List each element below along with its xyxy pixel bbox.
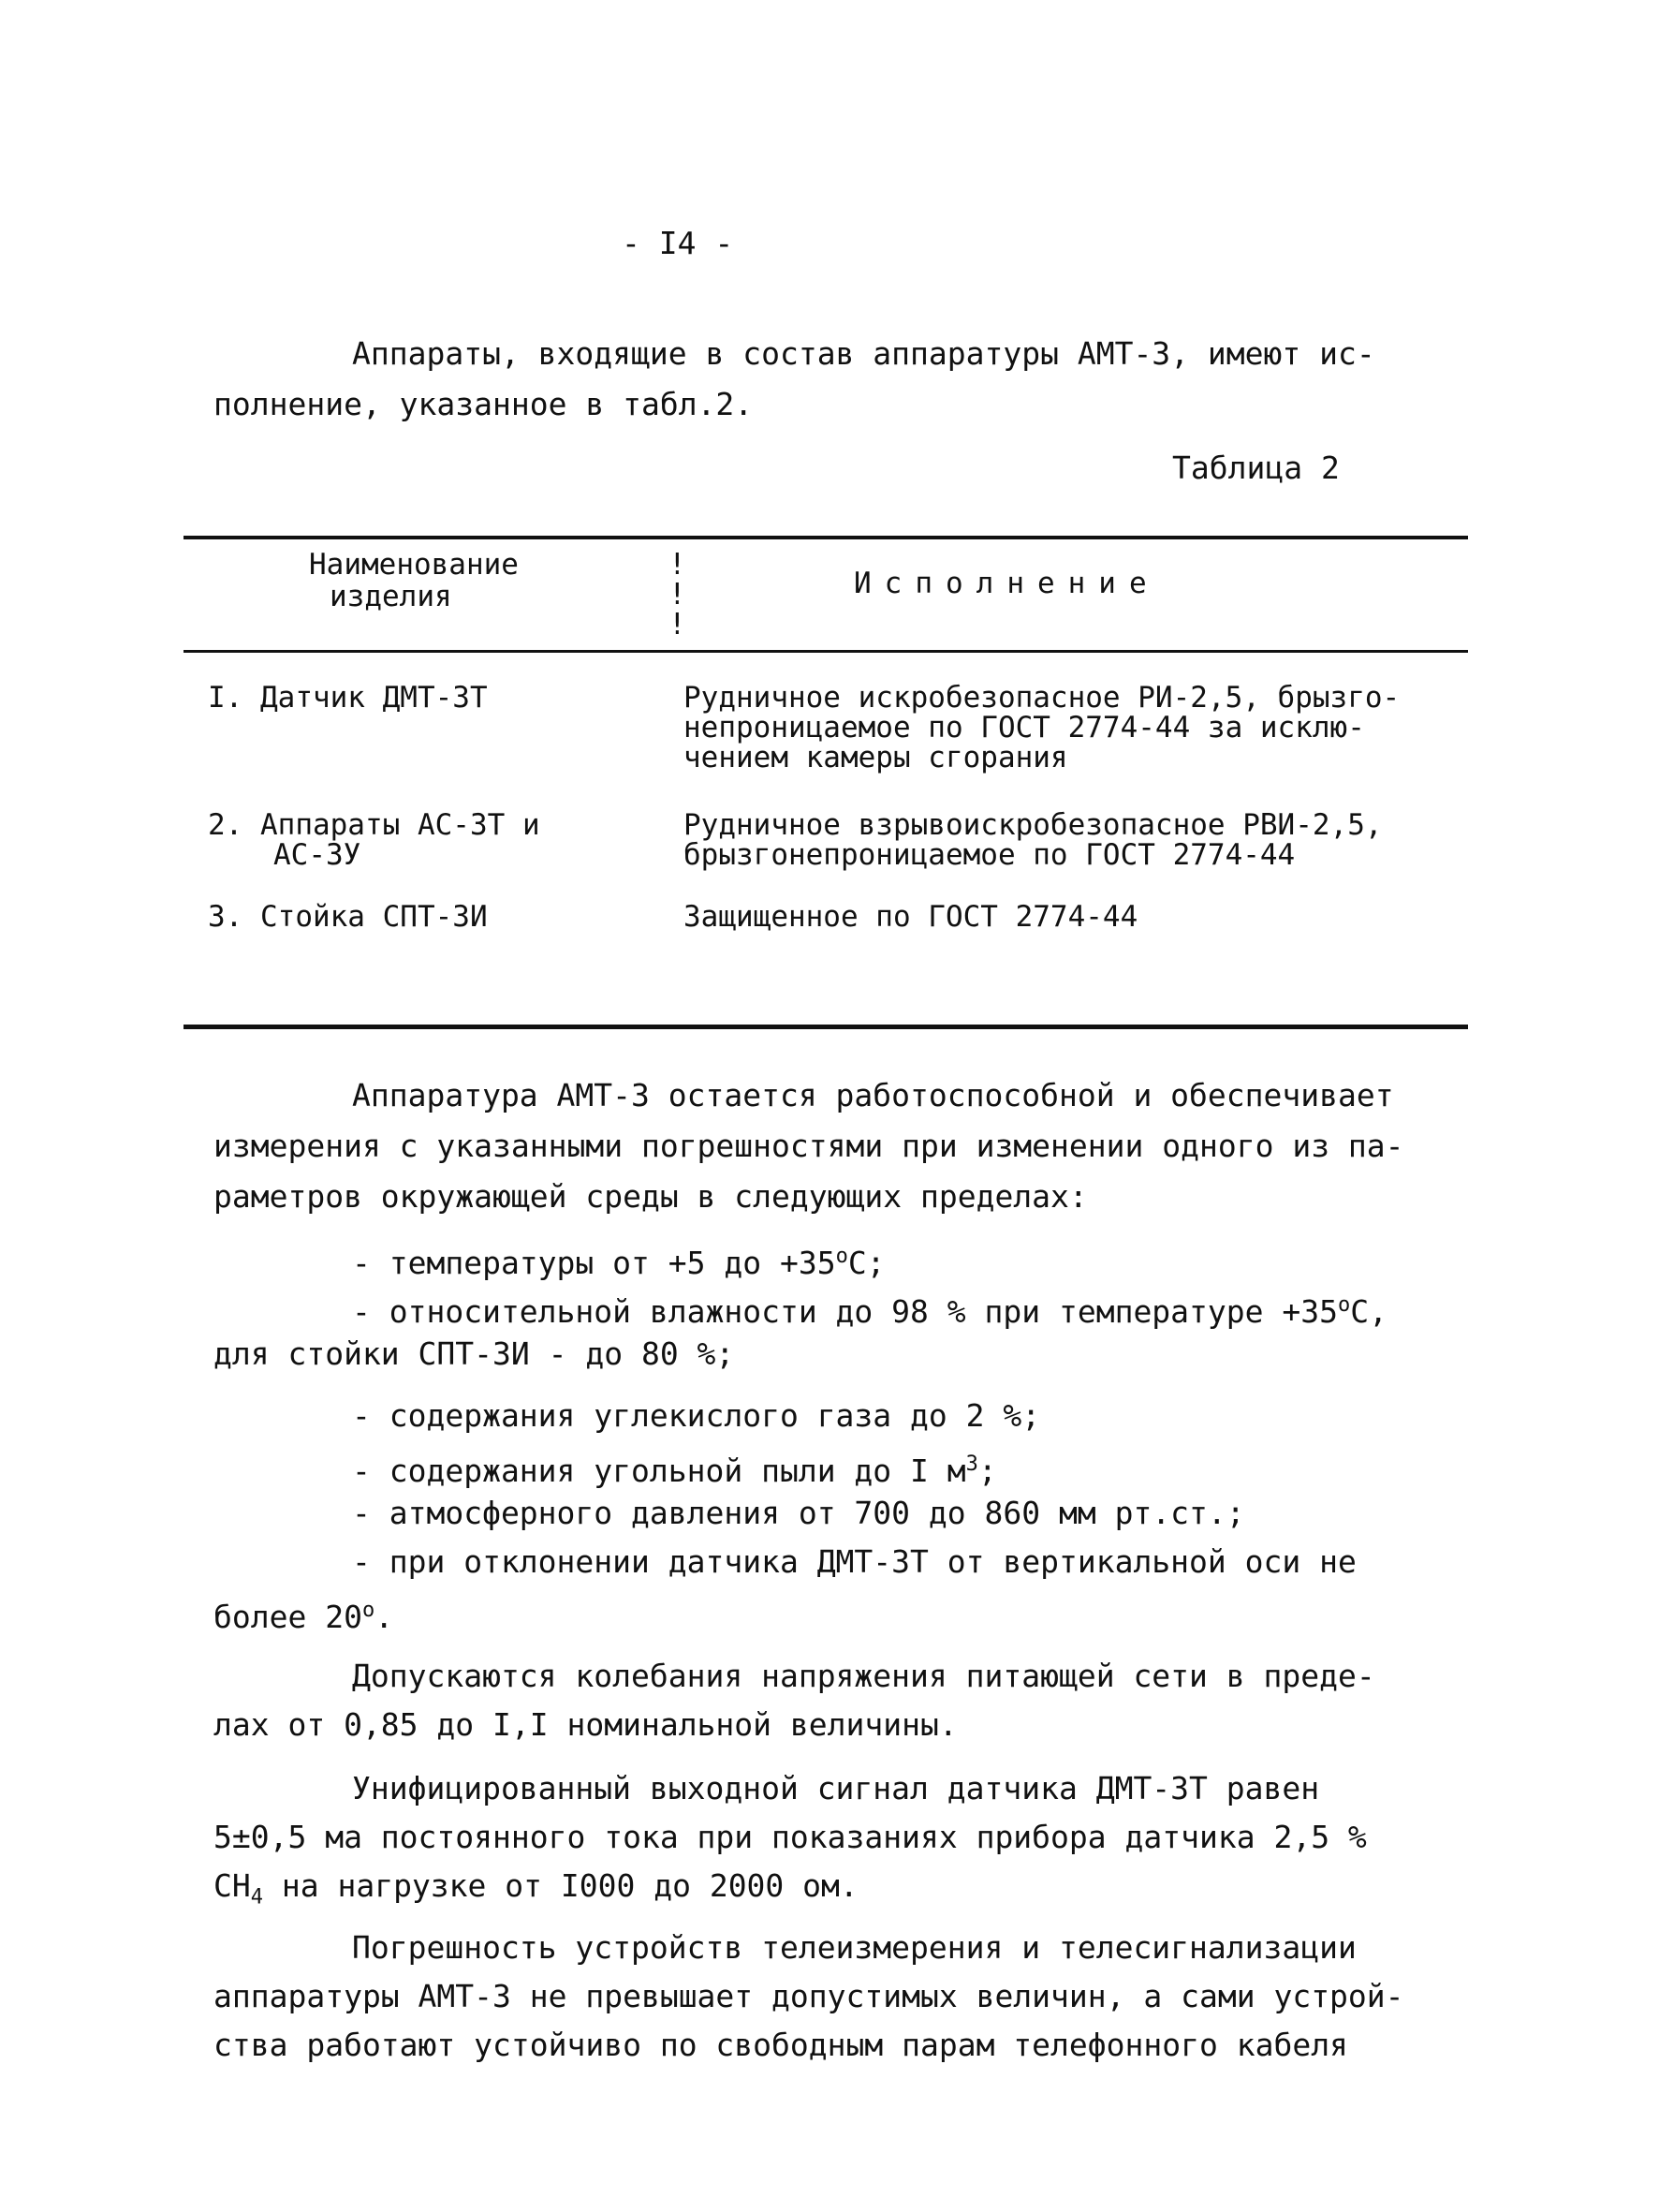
list-item-humidity: - относительной влажности до 98 % при температуре $+35^оС$,	[352, 1293, 1387, 1330]
list-item-temperature: - температуры от +5 до $+35^оС$;	[352, 1245, 886, 1281]
list-item-dust: - содержания угольной пыли до I $м^3$;	[352, 1453, 997, 1489]
list-item-humidity-cont: для стойки СПТ-3И - до 80 %;	[213, 1335, 735, 1372]
table-header-col2: Исполнение	[854, 567, 1160, 600]
table-header-separator: !	[668, 548, 686, 582]
table-header-separator: !	[668, 578, 686, 612]
intro-line-2: полнение, указанное в табл.2.	[213, 386, 754, 422]
list-item-tilt-cont: более $20^о$.	[213, 1599, 394, 1635]
table-row-1-item: I. Датчик ДМТ-3Т	[208, 681, 488, 715]
para4-line-1: Погрешность устройств телеизмерения и телесигнализации	[352, 1929, 1357, 1966]
para3-line-2: 5±0,5 ма постоянного тока при показаниях прибора датчика 2,5 %	[213, 1819, 1367, 1855]
table-row-2-execution-1: Рудничное взрывоискробезопасное РВИ-2,5,	[683, 808, 1383, 842]
table-row-2-item-1: 2. Аппараты АС-3Т и	[208, 808, 540, 842]
table-top-rule	[184, 536, 1468, 539]
table-bottom-rule	[184, 1025, 1468, 1029]
para2-line-1: Допускаются колебания напряжения питающей сети в преде-	[352, 1658, 1375, 1694]
para4-line-2: аппаратуры АМТ-3 не превышает допустимых величин, а сами устрой-	[213, 1978, 1404, 2014]
table-header-col1-line1: Наименование	[309, 548, 519, 582]
table-row-3-item: 3. Стойка СПТ-3И	[208, 900, 488, 934]
table-caption: Таблица 2	[1172, 450, 1340, 486]
list-item-tilt: - при отклонении датчика ДМТ-3Т от вертикальной оси не	[352, 1543, 1357, 1580]
page-number: - I4 -	[622, 225, 734, 261]
table-row-1-execution-3: чением камеры сгорания	[683, 741, 1068, 774]
para4-line-3: ства работают устойчиво по свободным парам телефонного кабеля	[213, 2027, 1348, 2063]
table-header-separator: !	[668, 608, 686, 641]
para1-line-2: измерения с указанными погрешностями при изменении одного из па-	[213, 1128, 1404, 1164]
table-row-2-execution-2: брызгонепроницаемое по ГОСТ 2774-44	[683, 838, 1296, 872]
intro-line-1: Аппараты, входящие в состав аппаратуры АМТ-3, имеют ис-	[352, 335, 1375, 372]
list-item-co2: - содержания углекислого газа до 2 %;	[352, 1397, 1041, 1434]
table-header-rule	[184, 650, 1468, 653]
table-row-3-execution: Защищенное по ГОСТ 2774-44	[683, 900, 1138, 934]
table-header-col1-line2: изделия	[330, 580, 452, 613]
para3-line-3: $CH_4$ на нагрузке от I000 до 2000 ом.	[213, 1867, 859, 1910]
table-row-1-execution-1: Рудничное искробезопасное РИ-2,5, брызго-	[683, 681, 1401, 715]
para2-line-2: лах от 0,85 до I,I номинальной величины.	[213, 1706, 958, 1743]
table-row-2-item-2: АС-3У	[273, 838, 361, 872]
para1-line-3: раметров окружающей среды в следующих пределах:	[213, 1178, 1088, 1215]
list-item-pressure: - атмосферного давления от 700 до 860 мм рт.ст.;	[352, 1495, 1245, 1531]
para3-line-1: Унифицированный выходной сигнал датчика ДМТ-3Т равен	[352, 1770, 1320, 1806]
para1-line-1: Аппаратура АМТ-3 остается работоспособной и обеспечивает	[352, 1077, 1394, 1113]
table-row-1-execution-2: непроницаемое по ГОСТ 2774-44 за исклю-	[683, 711, 1365, 745]
